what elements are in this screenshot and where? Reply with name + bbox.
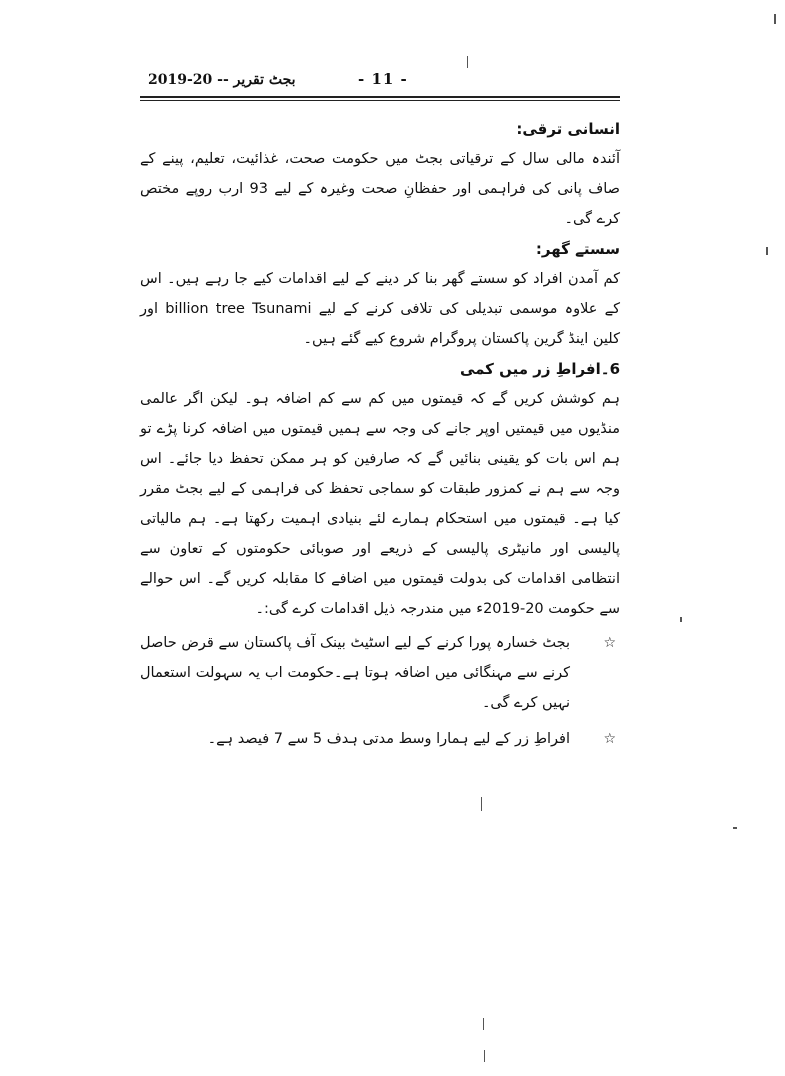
list-item-text: بجٹ خسارہ پورا کرنے کے لیے اسٹیٹ بینک آف پاکستان سے قرض حاصل کرنے سے مہنگائی میں اضافہ ہوتا ہے۔حکومت اب یہ سہولت استعمال نہیں کرے گی۔ [140, 635, 570, 711]
section-heading-human-development: انسانی ترقی: [516, 120, 620, 138]
list-item [140, 724, 620, 754]
page-header [148, 66, 618, 96]
scan-mark [680, 617, 682, 622]
header-rule-thick [140, 96, 620, 98]
section-paragraph-human-development: آئندہ مالی سال کے ترقیاتی بجٹ میں حکومت صحت، غذائیت، تعلیم، پینے کے صاف پانی کی فراہمی اور حفظانِ صحت وغیرہ کے لیے 93 ارب روپے مختص کرے گی۔ [140, 151, 620, 227]
scan-mark [483, 1018, 484, 1030]
scan-mark [733, 827, 737, 829]
header-rule-thin [140, 100, 620, 101]
section-paragraph-inflation: ہم کوشش کریں گے کہ قیمتوں میں کم سے کم اضافہ ہو۔ لیکن اگر عالمی منڈیوں میں قیمتیں اوپر جانے کی وجہ سے ہمیں قیمتوں میں اضافہ کرنا پڑے تو ہم اس بات کو یقینی بنائیں گے کہ صارفین کو ہر ممکن تحفظ دیا جائے۔ اس وجہ سے ہم نے کمزور طبقات کو سماجی تحفظ کی فراہمی کے لیے بجٹ مقرر کیا ہے۔ قیمتوں میں استحکام ہمارے لئے بنیادی اہمیت رکھتا ہے۔ ہم مالیاتی پالیسی اور مانیٹری پالیسی کے ذریعے اور صوبائی حکومتوں کے تعاون سے انتظامی اقدامات کی بدولت قیمتوں میں اضافے کا مقابلہ کریں گے۔ اس حوالے سے حکومت 20-2019ء میں مندرجہ ذیل اقدامات کرے گی:۔ [140, 391, 620, 617]
scan-mark [774, 14, 776, 24]
list-item [140, 628, 620, 718]
scan-mark [481, 797, 482, 811]
list-item-text: افراطِ زر کے لیے ہمارا وسط مدتی ہدف 5 سے 7 فیصد ہے۔ [207, 731, 570, 747]
section-heading-affordable-housing: سستے گھر: [535, 240, 620, 258]
section-heading-inflation: 6۔افراطِ زر میں کمی [459, 360, 620, 378]
star-icon: ☆ [603, 635, 616, 651]
scan-mark [484, 1050, 485, 1062]
scan-mark [766, 247, 768, 255]
scan-mark [467, 56, 468, 68]
header-title: 2019-20 -- بجٹ تقریر [148, 72, 296, 88]
document-body [140, 114, 620, 760]
measures-list [140, 628, 620, 754]
star-icon: ☆ [603, 731, 616, 747]
section-paragraph-affordable-housing: کم آمدن افراد کو سستے گھر بنا کر دینے کے لیے اقدامات کیے جا رہے ہیں۔ اس کے علاوہ موسمی تبدیلی کی تلافی کرنے کے لیے billion tree Tsunami اور کلین اینڈ گرین پاکستان پروگرام شروع کیے گئے ہیں۔ [140, 271, 620, 347]
page-number: - 11 - [358, 70, 408, 88]
